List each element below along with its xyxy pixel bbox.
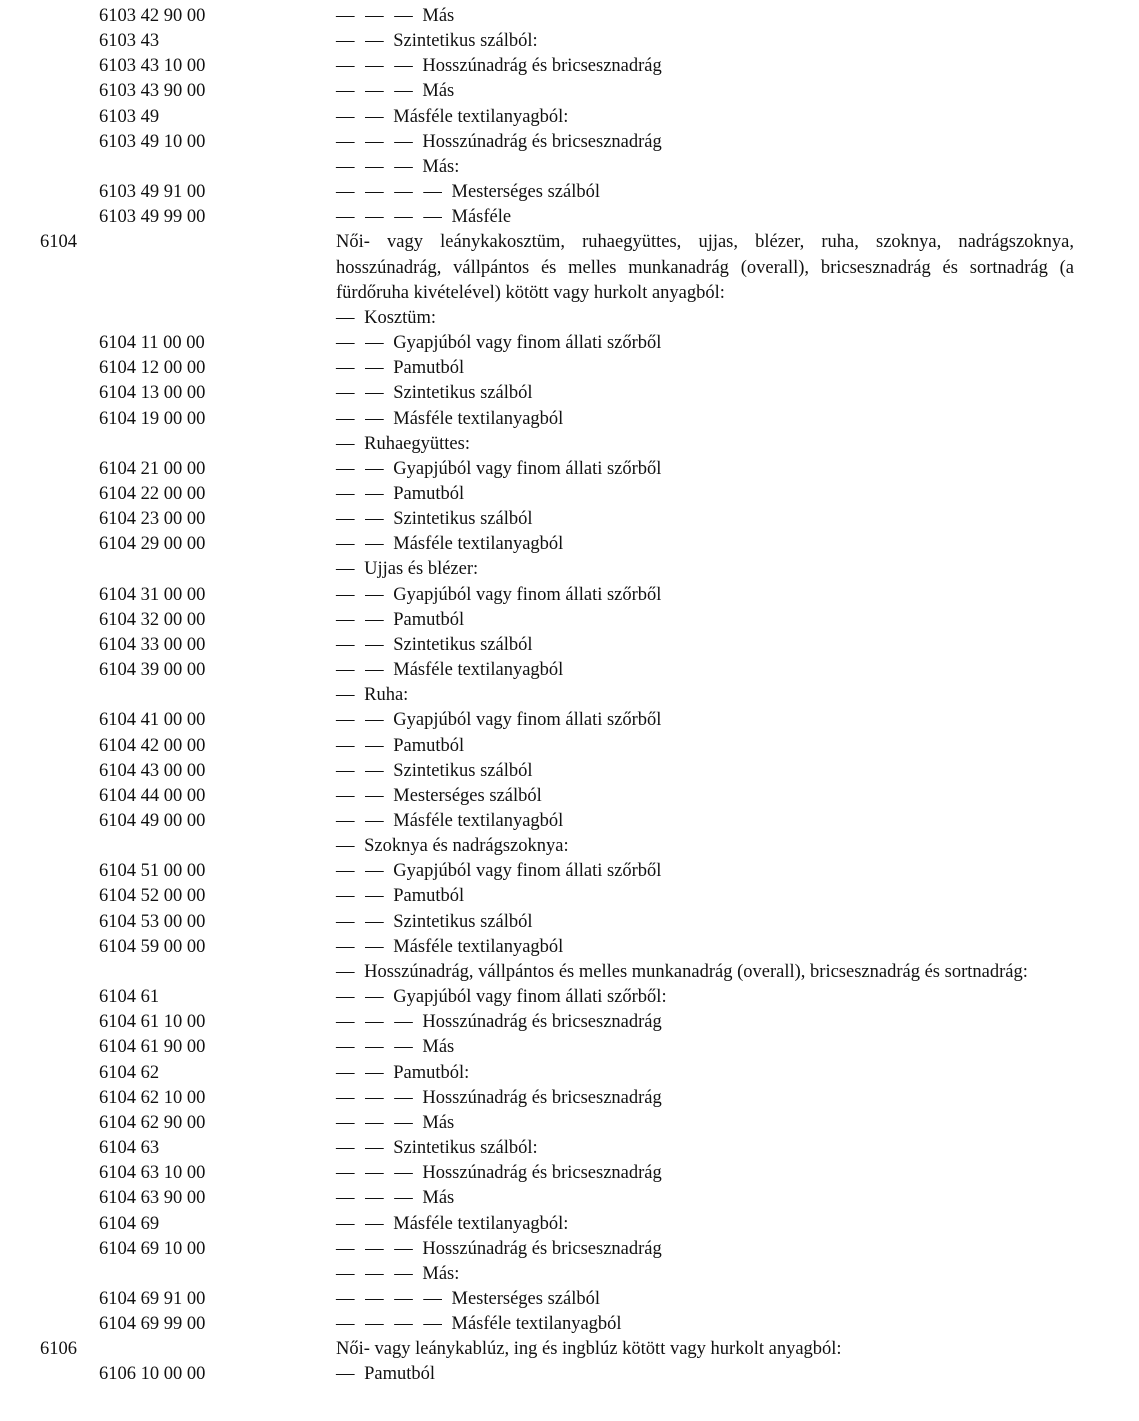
table-row xyxy=(0,1035,1139,1060)
tariff-code: 6104 32 00 00 xyxy=(99,609,206,630)
table-row xyxy=(0,180,1139,205)
tariff-description xyxy=(336,1312,1074,1337)
description-text: Hosszúnadrág és bricsesznadrág xyxy=(422,56,662,77)
tariff-code: 6104 62 10 00 xyxy=(99,1087,206,1108)
tariff-description xyxy=(336,1212,1074,1237)
tariff-description xyxy=(336,79,1074,104)
table-row xyxy=(0,985,1139,1010)
description-text: Más xyxy=(422,6,455,26)
table-row xyxy=(0,859,1139,884)
table-row xyxy=(0,809,1139,834)
level-dash: — — xyxy=(336,911,387,932)
tariff-description xyxy=(336,356,1074,381)
description-text: Mesterséges szálból xyxy=(451,1288,600,1309)
description-text: Gyapjúból vagy finom állati szőrből xyxy=(393,333,662,354)
tariff-code: 6104 63 10 00 xyxy=(99,1163,206,1184)
tariff-description xyxy=(336,306,1074,331)
tariff-description xyxy=(336,105,1074,130)
description-text: Mesterséges szálból xyxy=(451,182,600,203)
tariff-code: 6104 63 90 00 xyxy=(99,1188,206,1209)
description-text: Másféle textilanyagból: xyxy=(393,1213,569,1234)
level-dash: — — — xyxy=(336,1163,416,1184)
level-dash: — — — xyxy=(336,1188,416,1209)
tariff-description xyxy=(336,759,1074,784)
tariff-description xyxy=(336,557,1074,582)
description-text: Gyapjúból vagy finom állati szőrből xyxy=(393,458,662,479)
level-dash: — — xyxy=(336,660,387,681)
table-row xyxy=(0,910,1139,935)
level-dash: — — xyxy=(336,785,387,806)
table-row xyxy=(0,457,1139,482)
level-dash: — — xyxy=(336,31,387,52)
level-dash: — — xyxy=(336,358,387,379)
level-dash: — xyxy=(336,685,358,706)
table-row xyxy=(0,658,1139,683)
table-row xyxy=(0,884,1139,909)
tariff-description xyxy=(336,658,1074,683)
level-dash: — — xyxy=(336,886,387,907)
tariff-code: 6104 13 00 00 xyxy=(99,383,206,404)
tariff-description xyxy=(336,180,1074,205)
description-text: Pamutból xyxy=(393,609,465,630)
tariff-description xyxy=(336,155,1074,180)
tariff-code: 6106 10 00 00 xyxy=(99,1364,206,1385)
tariff-code: 6104 22 00 00 xyxy=(99,483,206,504)
level-dash: — — xyxy=(336,936,387,957)
level-dash: — — — xyxy=(336,1037,416,1058)
description-text: Hosszúnadrág és bricsesznadrág xyxy=(422,1087,662,1108)
level-dash: — — xyxy=(336,861,387,882)
tariff-description xyxy=(336,859,1074,884)
table-row xyxy=(0,784,1139,809)
tariff-description xyxy=(336,683,1074,708)
tariff-description xyxy=(336,230,1074,305)
tariff-code: 6103 42 90 00 xyxy=(99,6,206,26)
description-text: Hosszúnadrág és bricsesznadrág xyxy=(422,1012,662,1033)
table-row xyxy=(0,105,1139,130)
description-text: Gyapjúból vagy finom állati szőrből xyxy=(393,710,662,731)
tariff-code: 6104 61 90 00 xyxy=(99,1037,206,1058)
tariff-description xyxy=(336,1287,1074,1312)
tariff-code: 6104 39 00 00 xyxy=(99,660,206,681)
table-row xyxy=(0,1262,1139,1287)
description-text: Pamutból xyxy=(393,735,465,756)
level-dash: — — — xyxy=(336,1087,416,1108)
description-text: Más xyxy=(422,1112,455,1133)
description-text: Szintetikus szálból xyxy=(393,911,533,932)
tariff-code: 6103 49 91 00 xyxy=(99,182,206,203)
table-row xyxy=(0,708,1139,733)
description-text: Más xyxy=(422,1037,455,1058)
tariff-description xyxy=(336,331,1074,356)
tariff-description xyxy=(336,734,1074,759)
description-text: Hosszúnadrág, vállpántos és melles munkanadrág (overall), bricsesznadrág és sortnadrág: xyxy=(364,961,1028,982)
description-text: Hosszúnadrág és bricsesznadrág xyxy=(422,1163,662,1184)
tariff-code: 6104 59 00 00 xyxy=(99,936,206,957)
level-dash: — — xyxy=(336,408,387,429)
tariff-code: 6103 49 99 00 xyxy=(99,207,206,228)
table-row xyxy=(0,1186,1139,1211)
level-dash: — — — — xyxy=(336,182,445,203)
tariff-code: 6104 69 91 00 xyxy=(99,1288,206,1309)
tariff-description xyxy=(336,1035,1074,1060)
description-text: Másféle textilanyagból xyxy=(393,534,564,555)
table-row xyxy=(0,507,1139,532)
description-text: Gyapjúból vagy finom állati szőrből: xyxy=(393,987,667,1008)
tariff-description xyxy=(336,583,1074,608)
tariff-description xyxy=(336,910,1074,935)
table-row xyxy=(0,960,1139,985)
description-text: Másféle textilanyagból: xyxy=(393,106,569,127)
tariff-code: 6104 69 10 00 xyxy=(99,1238,206,1259)
table-row xyxy=(0,557,1139,582)
level-dash: — — xyxy=(336,987,387,1008)
description-text: Hosszúnadrág és bricsesznadrág xyxy=(422,131,662,152)
level-dash: — xyxy=(336,433,358,454)
level-dash: — — xyxy=(336,584,387,605)
tariff-code: 6104 52 00 00 xyxy=(99,886,206,907)
description-text: Hosszúnadrág és bricsesznadrág xyxy=(422,1238,662,1259)
level-dash: — xyxy=(336,836,358,857)
level-dash: — — — xyxy=(336,131,416,152)
level-dash: — — xyxy=(336,458,387,479)
tariff-description xyxy=(336,1262,1074,1287)
table-row xyxy=(0,734,1139,759)
tariff-description xyxy=(336,708,1074,733)
table-row xyxy=(0,583,1139,608)
tariff-description xyxy=(336,507,1074,532)
table-row xyxy=(0,1312,1139,1337)
table-row xyxy=(0,759,1139,784)
tariff-code-list xyxy=(0,4,1139,1388)
table-row xyxy=(0,1362,1139,1387)
tariff-description xyxy=(336,633,1074,658)
level-dash: — xyxy=(336,559,358,580)
description-text: Szintetikus szálból xyxy=(393,383,533,404)
table-row xyxy=(0,1136,1139,1161)
table-row xyxy=(0,4,1139,29)
level-dash: — — xyxy=(336,811,387,831)
level-dash: — xyxy=(336,307,358,328)
description-text: Másféle textilanyagból xyxy=(393,660,564,681)
tariff-code: 6104 63 xyxy=(99,1138,160,1159)
tariff-code: 6103 43 90 00 xyxy=(99,81,206,102)
table-row xyxy=(0,54,1139,79)
table-row xyxy=(0,1237,1139,1262)
tariff-description xyxy=(336,1136,1074,1161)
tariff-description xyxy=(336,29,1074,54)
tariff-description xyxy=(336,784,1074,809)
table-row xyxy=(0,432,1139,457)
tariff-description xyxy=(336,4,1074,29)
level-dash: — — — — xyxy=(336,1314,445,1335)
description-text: Ruha: xyxy=(364,685,409,706)
tariff-description xyxy=(336,1111,1074,1136)
description-text: Pamutból xyxy=(364,1364,436,1385)
tariff-code: 6103 43 xyxy=(99,31,160,52)
level-dash: — xyxy=(336,1364,358,1385)
description-text: Más xyxy=(422,81,455,102)
tariff-description xyxy=(336,1010,1074,1035)
tariff-code: 6103 49 10 00 xyxy=(99,131,206,152)
tariff-description xyxy=(336,457,1074,482)
description-text: Másféle textilanyagból xyxy=(393,936,564,957)
level-dash: — — xyxy=(336,509,387,530)
tariff-description xyxy=(336,432,1074,457)
tariff-description xyxy=(336,1161,1074,1186)
description-text: Mesterséges szálból xyxy=(393,785,542,806)
tariff-code: 6104 33 00 00 xyxy=(99,634,206,655)
tariff-description xyxy=(336,935,1074,960)
tariff-code: 6104 61 10 00 xyxy=(99,1012,206,1033)
description-text: Más xyxy=(422,1188,455,1209)
tariff-code: 6104 69 xyxy=(99,1213,160,1234)
table-row xyxy=(0,79,1139,104)
level-dash: — — — xyxy=(336,1238,416,1259)
tariff-code: 6104 xyxy=(40,232,77,253)
tariff-code: 6104 61 xyxy=(99,987,160,1008)
tariff-description xyxy=(336,381,1074,406)
tariff-code: 6104 12 00 00 xyxy=(99,358,206,379)
level-dash: — — — xyxy=(336,156,416,177)
tariff-code: 6104 31 00 00 xyxy=(99,584,206,605)
level-dash: — — xyxy=(336,383,387,404)
description-text: Női- vagy leánykablúz, ing és ingblúz kötött vagy hurkolt anyagból: xyxy=(336,1339,842,1360)
table-row xyxy=(0,155,1139,180)
table-row xyxy=(0,29,1139,54)
description-text: Szintetikus szálból xyxy=(393,634,533,655)
tariff-code: 6104 19 00 00 xyxy=(99,408,206,429)
table-row xyxy=(0,306,1139,331)
table-row xyxy=(0,1287,1139,1312)
tariff-code: 6104 53 00 00 xyxy=(99,911,206,932)
tariff-description xyxy=(336,1362,1074,1387)
level-dash: — — xyxy=(336,534,387,555)
table-row xyxy=(0,331,1139,356)
level-dash: — — xyxy=(336,735,387,756)
table-row xyxy=(0,1061,1139,1086)
level-dash: — xyxy=(336,961,358,982)
tariff-description xyxy=(336,482,1074,507)
tariff-code: 6104 62 90 00 xyxy=(99,1112,206,1133)
description-text: Másféle textilanyagból xyxy=(451,1314,622,1335)
tariff-description xyxy=(336,1086,1074,1111)
table-row xyxy=(0,1086,1139,1111)
table-row xyxy=(0,356,1139,381)
description-text: Más: xyxy=(422,156,460,177)
tariff-description xyxy=(336,884,1074,909)
description-text: Gyapjúból vagy finom állati szőrből xyxy=(393,861,662,882)
tariff-code: 6104 42 00 00 xyxy=(99,735,206,756)
tariff-description xyxy=(336,130,1074,155)
level-dash: — — xyxy=(336,634,387,655)
description-text: Pamutból xyxy=(393,483,465,504)
table-row xyxy=(0,1111,1139,1136)
tariff-code: 6104 11 00 00 xyxy=(99,333,205,354)
tariff-code: 6104 41 00 00 xyxy=(99,710,206,731)
tariff-code: 6104 62 xyxy=(99,1062,160,1083)
table-row xyxy=(0,1161,1139,1186)
level-dash: — — xyxy=(336,710,387,731)
level-dash: — — — xyxy=(336,1012,416,1033)
description-text: Női- vagy leánykakosztüm, ruhaegyüttes, ujjas, blézer, ruha, szoknya, nadrágszoknya, hosszúnadrág, vállpántos és melles munkanadrág (overall), bricsesznadrág és sortnadrág (a fürdőruha kivételével) kötött vagy hurkolt anyagból: xyxy=(336,232,1074,303)
level-dash: — — — — xyxy=(336,207,445,228)
tariff-description xyxy=(336,1337,1074,1362)
description-text: Másféle textilanyagból xyxy=(393,408,564,429)
table-row xyxy=(0,482,1139,507)
level-dash: — — xyxy=(336,760,387,781)
description-text: Kosztüm: xyxy=(364,307,437,328)
level-dash: — — xyxy=(336,1138,387,1159)
level-dash: — — — xyxy=(336,1263,416,1284)
level-dash: — — xyxy=(336,483,387,504)
description-text: Pamutból xyxy=(393,358,465,379)
tariff-description xyxy=(336,960,1074,985)
tariff-code: 6103 49 xyxy=(99,106,160,127)
level-dash: — — xyxy=(336,609,387,630)
tariff-code: 6104 49 00 00 xyxy=(99,811,206,831)
level-dash: — — — xyxy=(336,56,416,77)
level-dash: — — — xyxy=(336,1112,416,1133)
description-text: Másféle textilanyagból xyxy=(393,811,564,831)
level-dash: — — — xyxy=(336,81,416,102)
table-row xyxy=(0,130,1139,155)
description-text: Szintetikus szálból: xyxy=(393,1138,538,1159)
table-row xyxy=(0,205,1139,230)
tariff-code: 6104 43 00 00 xyxy=(99,760,206,781)
level-dash: — — xyxy=(336,106,387,127)
tariff-description xyxy=(336,1186,1074,1211)
tariff-description xyxy=(336,532,1074,557)
level-dash: — — — — xyxy=(336,1288,445,1309)
description-text: Szintetikus szálból: xyxy=(393,31,538,52)
level-dash: — — — xyxy=(336,6,416,26)
description-text: Más: xyxy=(422,1263,460,1284)
table-row xyxy=(0,407,1139,432)
table-row xyxy=(0,633,1139,658)
description-text: Ujjas és blézer: xyxy=(364,559,479,580)
table-row xyxy=(0,1010,1139,1035)
description-text: Másféle xyxy=(451,207,512,228)
tariff-code: 6104 23 00 00 xyxy=(99,509,206,530)
tariff-description xyxy=(336,54,1074,79)
table-row xyxy=(0,834,1139,859)
tariff-code: 6104 21 00 00 xyxy=(99,458,206,479)
tariff-description xyxy=(336,1237,1074,1262)
tariff-description xyxy=(336,407,1074,432)
tariff-code: 6104 51 00 00 xyxy=(99,861,206,882)
description-text: Ruhaegyüttes: xyxy=(364,433,470,454)
description-text: Pamutból xyxy=(393,886,465,907)
tariff-code: 6106 xyxy=(40,1339,77,1360)
table-row xyxy=(0,532,1139,557)
table-row xyxy=(0,608,1139,633)
tariff-description xyxy=(336,985,1074,1010)
tariff-code: 6104 69 99 00 xyxy=(99,1314,206,1335)
description-text: Pamutból: xyxy=(393,1062,470,1083)
table-row xyxy=(0,935,1139,960)
description-text: Szintetikus szálból xyxy=(393,760,533,781)
tariff-description xyxy=(336,1061,1074,1086)
description-text: Szoknya és nadrágszoknya: xyxy=(364,836,569,857)
level-dash: — — xyxy=(336,1062,387,1083)
heading-row xyxy=(0,1337,1139,1362)
level-dash: — — xyxy=(336,333,387,354)
tariff-description xyxy=(336,205,1074,230)
table-row xyxy=(0,1212,1139,1237)
tariff-description xyxy=(336,608,1074,633)
level-dash: — — xyxy=(336,1213,387,1234)
description-text: Gyapjúból vagy finom állati szőrből xyxy=(393,584,662,605)
tariff-code: 6104 44 00 00 xyxy=(99,785,206,806)
tariff-code: 6103 43 10 00 xyxy=(99,56,206,77)
table-row xyxy=(0,381,1139,406)
heading-row xyxy=(0,230,1139,305)
tariff-description xyxy=(336,809,1074,834)
description-text: Szintetikus szálból xyxy=(393,509,533,530)
tariff-description xyxy=(336,834,1074,859)
tariff-code: 6104 29 00 00 xyxy=(99,534,206,555)
table-row xyxy=(0,683,1139,708)
